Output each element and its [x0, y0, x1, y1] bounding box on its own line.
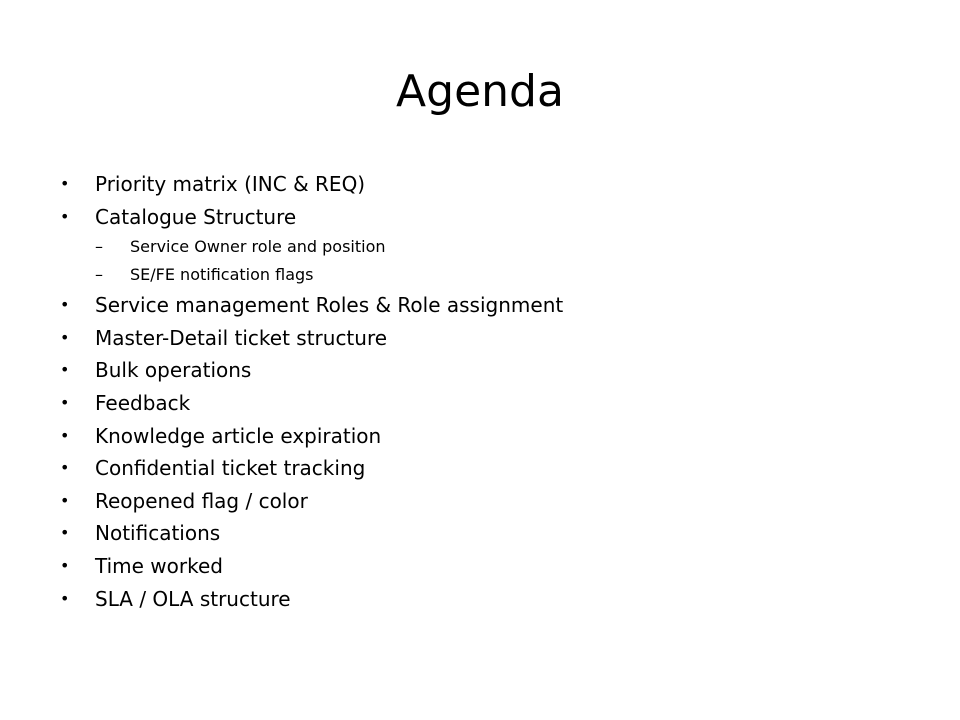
agenda-item: [60, 420, 920, 453]
agenda-item: [60, 322, 920, 355]
agenda-item: [60, 517, 920, 550]
agenda-sub-item-text: SE/FE notification flags: [130, 265, 314, 285]
agenda-item: [60, 485, 920, 518]
agenda-item-text: Knowledge article expiration: [95, 423, 382, 448]
dash-icon: –: [95, 265, 103, 285]
bullet-icon: •: [60, 327, 70, 347]
agenda-item: [60, 387, 920, 420]
bullet-icon: •: [60, 523, 70, 543]
bullet-icon: •: [60, 588, 70, 608]
agenda-item: [60, 354, 920, 387]
agenda-item: [60, 168, 920, 201]
agenda-item-text: Confidential ticket tracking: [95, 456, 366, 481]
agenda-sub-item: [60, 233, 920, 261]
bullet-icon: •: [60, 555, 70, 575]
bullet-icon: •: [60, 490, 70, 510]
agenda-item: [60, 289, 920, 322]
agenda-item-text: Master-Detail ticket structure: [95, 325, 388, 350]
bullet-icon: •: [60, 174, 70, 193]
agenda-item-text: SLA / OLA structure: [95, 586, 291, 611]
agenda-item: [60, 201, 920, 290]
agenda-item-text: Time worked: [95, 553, 223, 578]
agenda-sub-item-text: Service Owner role and position: [130, 237, 386, 257]
agenda-item: [60, 452, 920, 485]
agenda-item-text: Bulk operations: [95, 358, 252, 383]
agenda-item: [60, 583, 920, 616]
bullet-icon: •: [60, 360, 70, 380]
bullet-icon: •: [60, 458, 70, 478]
agenda-list: [60, 168, 920, 615]
dash-icon: –: [95, 237, 103, 257]
bullet-icon: •: [60, 295, 70, 315]
slide-title: Agenda: [396, 66, 564, 117]
agenda-item-text: Feedback: [95, 390, 191, 415]
agenda-item-text: Notifications: [95, 521, 221, 546]
agenda-item-text: Reopened flag / color: [95, 488, 308, 513]
bullet-icon: •: [60, 206, 70, 226]
agenda-sub-item: [60, 261, 920, 289]
agenda-item: [60, 550, 920, 583]
agenda-item-text: Priority matrix (INC & REQ): [95, 172, 366, 196]
bullet-icon: •: [60, 425, 70, 445]
agenda-item-text: Catalogue Structure: [95, 204, 297, 229]
bullet-icon: •: [60, 392, 70, 412]
agenda-sub-list: [95, 233, 920, 289]
agenda-item-text: Service management Roles & Role assignment: [95, 293, 564, 318]
